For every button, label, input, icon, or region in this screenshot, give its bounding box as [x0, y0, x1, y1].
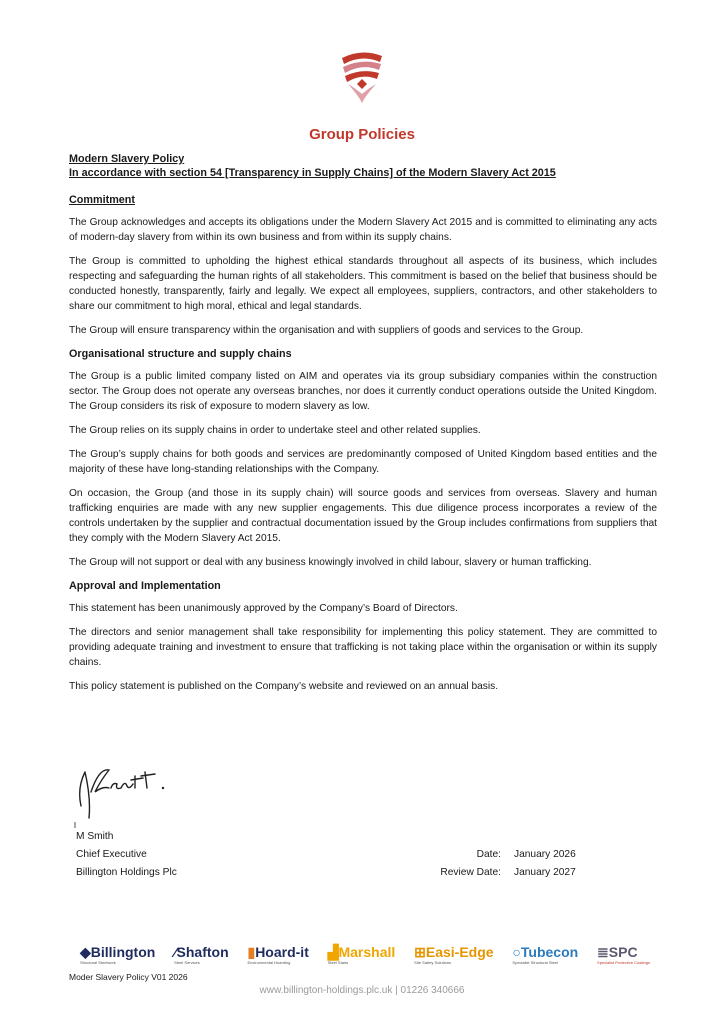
- brand-name: SPC: [608, 944, 638, 960]
- structure-paragraph: The Group’s supply chains for both goods and services are predominantly composed of United Kingdom based entities and the majority of these have long-standing relationships with the Company.: [69, 449, 657, 475]
- brand-name: Tubecon: [520, 944, 579, 960]
- policy-title: Modern Slavery Policy: [69, 153, 185, 165]
- group-policies-title: Group Policies: [309, 126, 415, 143]
- brand-name: Shafton: [176, 944, 229, 960]
- commitment-heading: Commitment: [69, 194, 135, 206]
- brand-billington: [80, 944, 155, 965]
- dates-block: [430, 846, 576, 882]
- brand-marshall: [328, 944, 396, 965]
- brand-subtitle: Structural Steelwork: [80, 960, 116, 965]
- policy-body: [69, 152, 657, 703]
- brand-name: Billington: [90, 944, 156, 960]
- structure-paragraph: The Group relies on its supply chains in order to undertake steel and other related supplies.: [69, 425, 481, 436]
- date-value: January 2026: [514, 849, 576, 860]
- brand-tubecon: [512, 944, 578, 965]
- brand-subtitle: Environmental Hoarding: [247, 960, 291, 965]
- structure-heading: Organisational structure and supply chains: [69, 348, 292, 360]
- signatory-role: Chief Executive: [76, 849, 147, 860]
- commitment-paragraph: The Group will ensure transparency within the organisation and with suppliers of goods and services to the Group.: [69, 325, 584, 336]
- review-date-value: January 2027: [514, 867, 576, 878]
- grid-icon: ⊞: [414, 944, 426, 960]
- brand-subtitle: Steel Stairs: [327, 960, 349, 965]
- brand-name: Hoard-it: [255, 944, 309, 960]
- structure-paragraph: The Group is a public limited company listed on AIM and operates via its group subsidiary companies within the construction sector. The Group does not operate any overseas branches, nor does it currently conduct operations outside the United Kingdom. The Group considers its risk of exposure to modern slavery as low.: [69, 371, 657, 412]
- approval-paragraph: This statement has been unanimously approved by the Company’s Board of Directors.: [69, 603, 458, 614]
- brand-subtitle: Site Safety Solutions: [414, 960, 452, 965]
- stairs-icon: ▟: [327, 944, 339, 960]
- brand-hoard-it: [247, 944, 308, 965]
- brand-subtitle: Specialist Protective Coatings: [597, 960, 650, 965]
- commitment-paragraph: The Group is committed to upholding the highest ethical standards throughout all aspects of its business, which includes respecting and safeguarding the human rights of all stakeholders. This commitment is based on the belief that business should be conducted honestly, transparently, fairly and legally. We expect all employees, suppliers, contractors, and other stakeholders to share our commitment to high moral, ethical and legal standards.: [69, 256, 657, 312]
- structure-paragraph: The Group will not support or deal with any business knowingly involved in child labour, slavery or human trafficking.: [69, 557, 592, 568]
- review-date-label: Review Date:: [440, 867, 501, 878]
- brand-name: Easi-Edge: [425, 944, 494, 960]
- brand-name: Marshall: [338, 944, 396, 960]
- date-row: [430, 846, 576, 864]
- signoff-block: [76, 828, 177, 882]
- structure-paragraph: On occasion, the Group (and those in its supply chain) will source goods and services from overseas. Slavery and human trafficking enquiries are made with any new supplier engagements. This due diligence process incorporates a review of the controls undertaken by the supplier and contractual documentation issued by the Group includes confirmations from suppliers that they comply with the Modern Slavery Act 2015.: [69, 488, 657, 544]
- signature-image: [69, 758, 189, 830]
- footer-contact: www.billington-holdings.plc.uk | 01226 340666: [259, 985, 465, 996]
- brand-logo-strip: [80, 944, 650, 970]
- document-reference: Moder Slavery Policy V01 2026: [69, 972, 188, 982]
- approval-paragraph: The directors and senior management shall take responsibility for implementing this policy statement. They are committed to providing adequate training and investment to ensure that trafficking is not taking place within the organisation or within its supply chains.: [69, 627, 657, 668]
- policy-subtitle: In accordance with section 54 [Transparency in Supply Chains] of the Modern Slavery Act 2015: [69, 167, 556, 179]
- group-shield-logo: [336, 48, 388, 106]
- brand-subtitle: Steel Services: [174, 960, 200, 965]
- review-date-row: [430, 864, 576, 882]
- stripes-icon: ≣: [597, 944, 609, 960]
- bars-icon: ▮: [247, 944, 256, 960]
- date-label: Date:: [476, 849, 501, 860]
- commitment-paragraph: The Group acknowledges and accepts its obligations under the Modern Slavery Act 2015 and is committed to eliminating any acts of modern-day slavery from within its own business and from within its supply chains.: [69, 217, 657, 243]
- brand-spc: [597, 944, 650, 965]
- signatory-company: Billington Holdings Plc: [76, 867, 177, 878]
- slash-icon: ⁄: [174, 944, 177, 960]
- approval-paragraph: This policy statement is published on the Company’s website and reviewed on an annual basis.: [69, 681, 499, 692]
- approval-heading: Approval and Implementation: [69, 580, 221, 592]
- signatory-name: M Smith: [76, 831, 114, 842]
- ring-icon: ○: [512, 944, 521, 960]
- brand-easi-edge: [414, 944, 493, 965]
- diamond-icon: ◆: [80, 944, 91, 960]
- brand-shafton: [174, 944, 228, 965]
- brand-subtitle: Specialist Structural Steel: [512, 960, 558, 965]
